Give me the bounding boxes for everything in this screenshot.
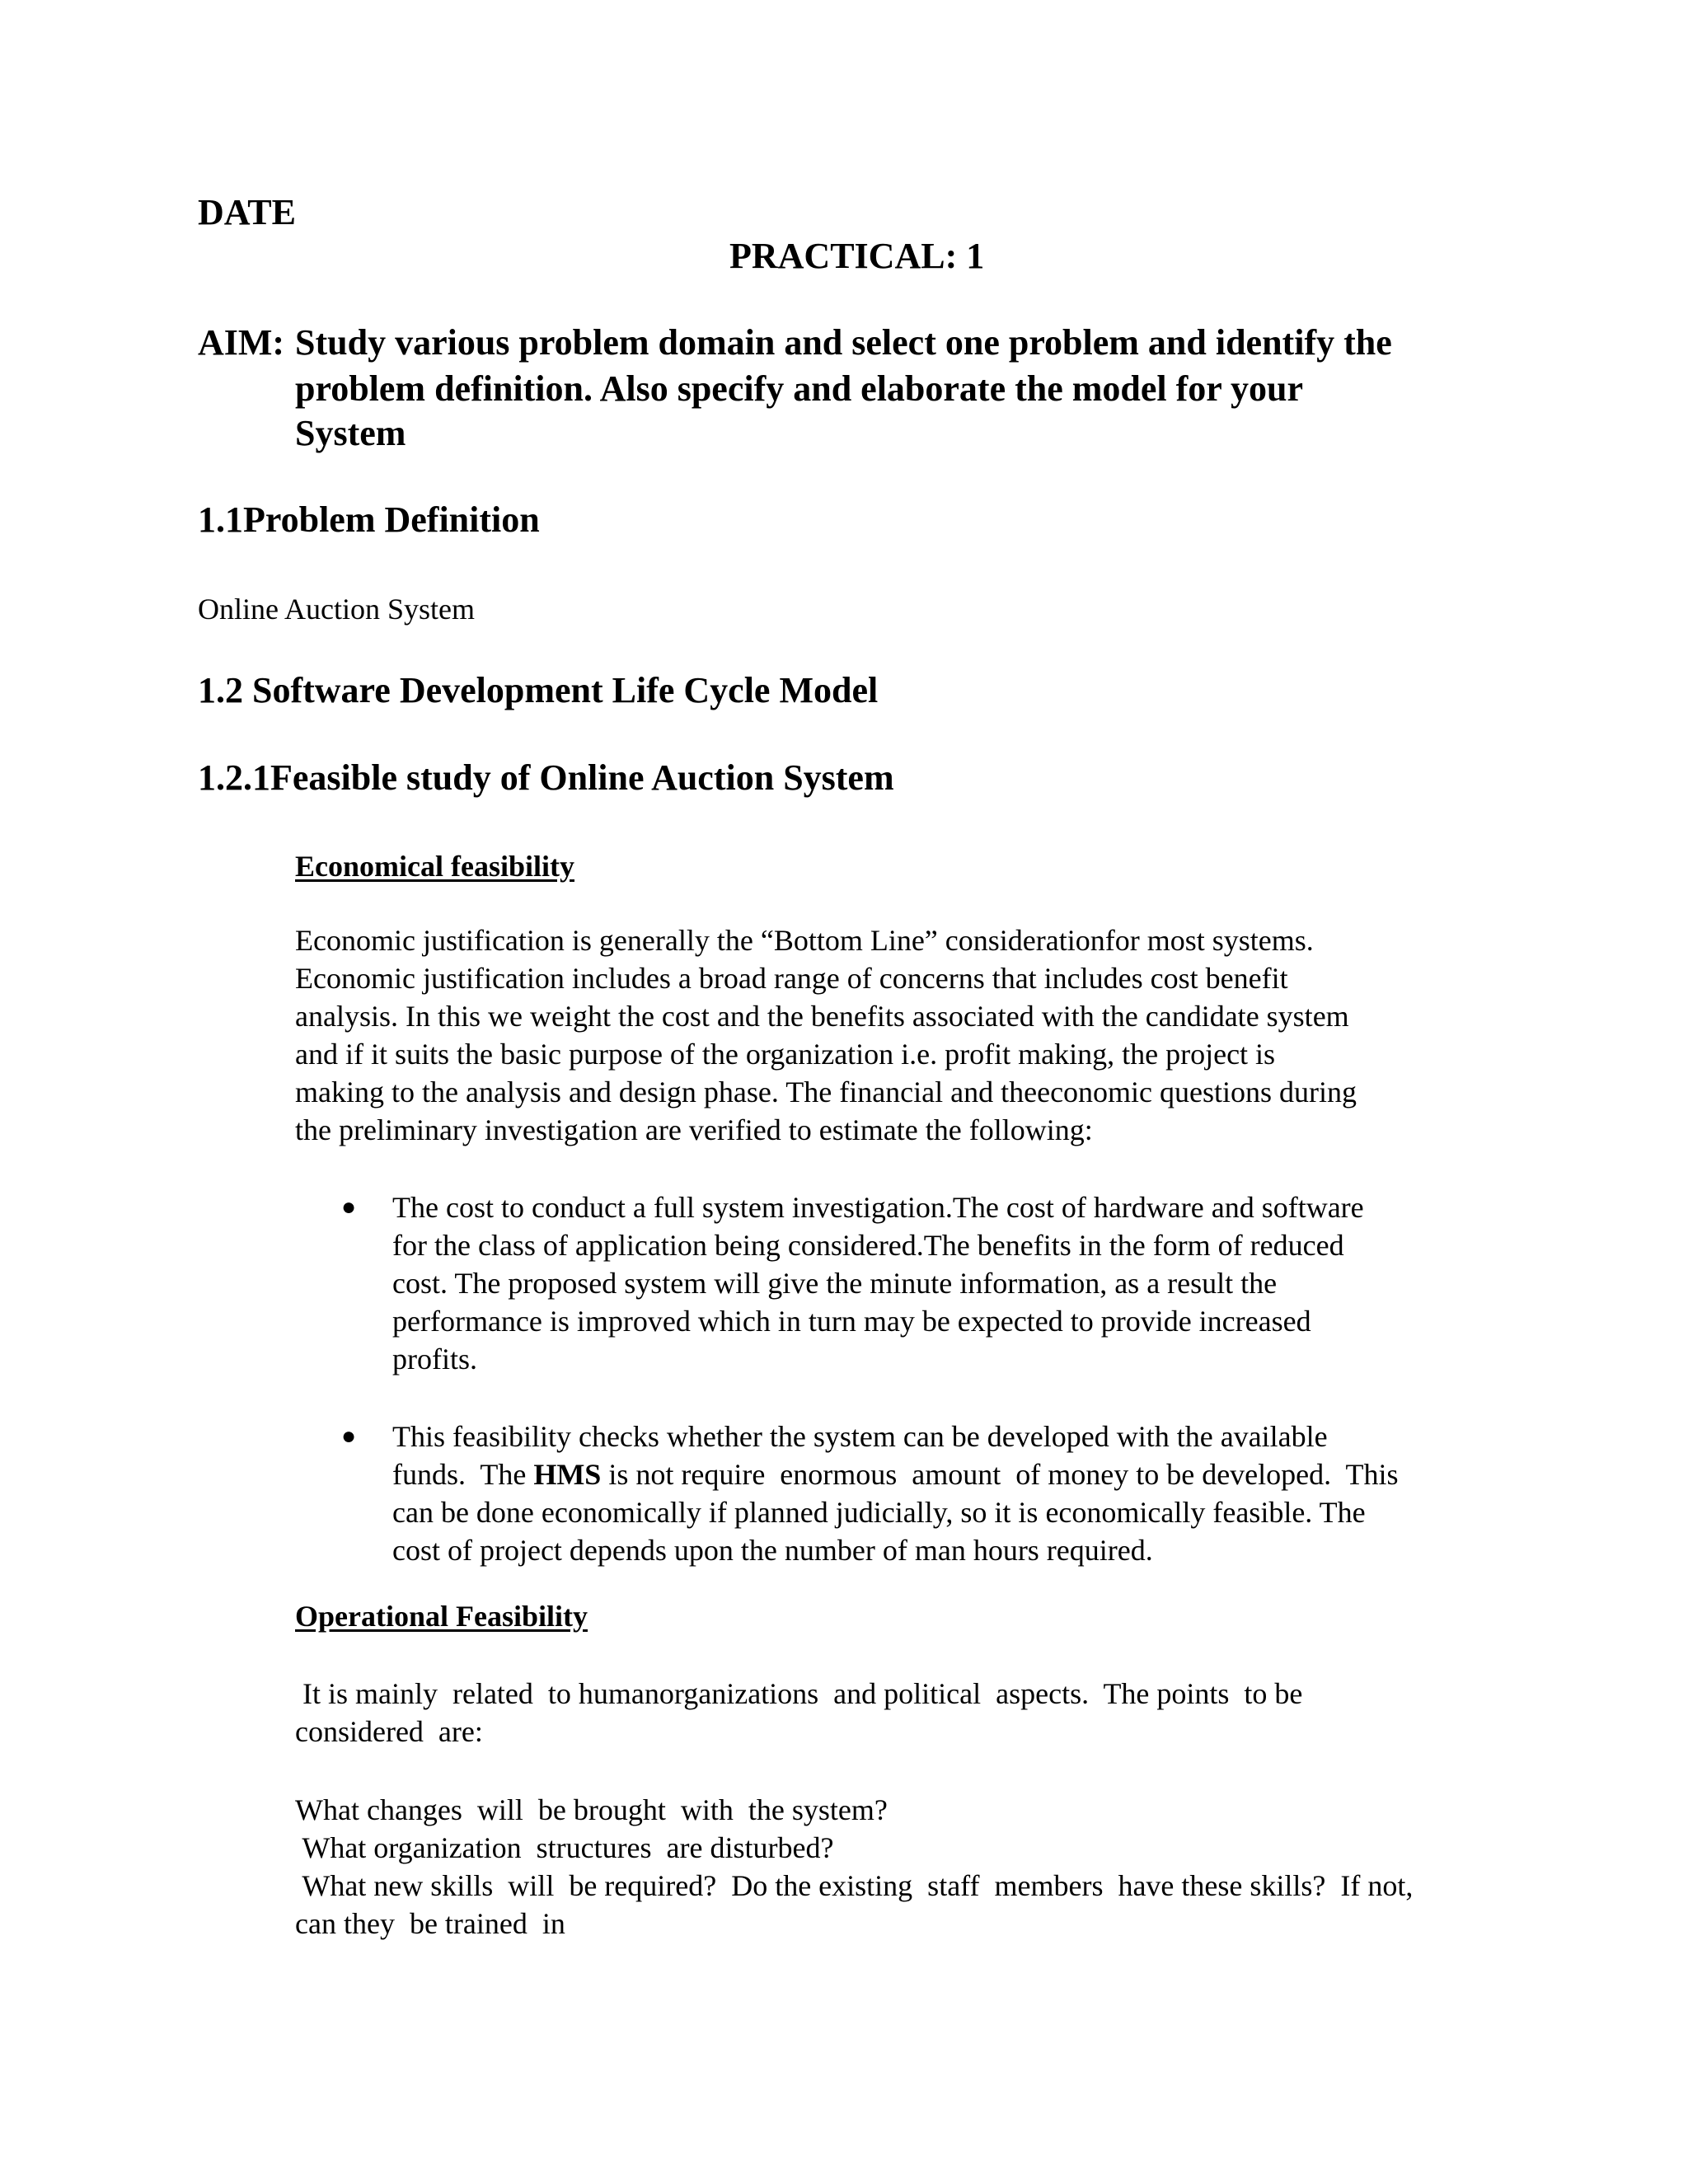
paragraph-line: analysis. In this we weight the cost and the benefits associated with the candidate system bbox=[295, 1000, 1349, 1033]
problem-name: Online Auction System bbox=[198, 593, 475, 626]
bullet-line: for the class of application being considered.The benefits in the form of reduced bbox=[392, 1229, 1344, 1262]
bullet-text bbox=[392, 1188, 1364, 1378]
question-line: What organization structures are disturbed? bbox=[295, 1831, 834, 1864]
bullet-line: cost. The proposed system will give the minute information, as a result the bbox=[392, 1267, 1278, 1300]
question-line: can they be trained in bbox=[295, 1907, 565, 1940]
bullet-line-part: funds. The bbox=[392, 1458, 534, 1491]
bullet-line: profits. bbox=[392, 1343, 477, 1376]
question-line: What new skills will be required? Do the existing staff members have these skills? If not, bbox=[295, 1869, 1414, 1902]
date-label: DATE bbox=[198, 192, 296, 232]
practical-title: PRACTICAL: 1 bbox=[729, 236, 985, 276]
sdlc-heading: 1.2 Software Development Life Cycle Model bbox=[198, 670, 879, 710]
bullet-line: This feasibility checks whether the system can be developed with the available bbox=[392, 1420, 1328, 1453]
paragraph-line: the preliminary investigation are verified to estimate the following: bbox=[295, 1113, 1093, 1146]
bullet-line-hms bbox=[392, 1455, 1399, 1493]
operational-paragraph bbox=[295, 1675, 1302, 1750]
aim-line-2: problem definition. Also specify and elaborate the model for your bbox=[295, 368, 1304, 409]
bullet-line: performance is improved which in turn may be expected to provide increased bbox=[392, 1305, 1311, 1338]
paragraph-line: and if it suits the basic purpose of the organization i.e. profit making, the project is bbox=[295, 1038, 1276, 1071]
question-line: What changes will be brought with the system? bbox=[295, 1793, 888, 1826]
paragraph-line: Economic justification is generally the “Bottom Line” considerationfor most systems. bbox=[295, 924, 1314, 957]
aim-line-3: System bbox=[295, 413, 406, 453]
paragraph-line: making to the analysis and design phase. The financial and theeconomic questions during bbox=[295, 1076, 1357, 1108]
operational-questions bbox=[295, 1791, 1413, 1943]
bullet-text bbox=[392, 1418, 1399, 1569]
bullet-line: The cost to conduct a full system investigation.The cost of hardware and software bbox=[392, 1191, 1364, 1224]
bullet-icon: ● bbox=[341, 1193, 357, 1221]
feasible-study-heading: 1.2.1Feasible study of Online Auction System bbox=[198, 757, 894, 798]
bullet-icon: ● bbox=[341, 1422, 357, 1450]
paragraph-line: Economic justification includes a broad range of concerns that includes cost benefit bbox=[295, 962, 1288, 995]
operational-feasibility-heading: Operational Feasibility bbox=[295, 1600, 588, 1633]
hms-acronym: HMS bbox=[533, 1458, 602, 1491]
bullet-line: can be done economically if planned judicially, so it is economically feasible. The bbox=[392, 1496, 1366, 1529]
economical-feasibility-heading: Economical feasibility bbox=[295, 850, 574, 883]
problem-definition-heading: 1.1Problem Definition bbox=[198, 499, 540, 540]
bullet-line: cost of project depends upon the number of man hours required. bbox=[392, 1534, 1153, 1567]
economical-paragraph bbox=[295, 921, 1357, 1149]
aim-line-1: Study various problem domain and select one problem and identify the bbox=[295, 322, 1392, 363]
paragraph-line: It is mainly related to humanorganizations and political aspects. The points to be bbox=[295, 1677, 1303, 1710]
paragraph-line: considered are: bbox=[295, 1715, 483, 1748]
aim-label: AIM: bbox=[198, 322, 285, 363]
bullet-line-part: is not require enormous amount of money to be developed. This bbox=[601, 1458, 1399, 1491]
